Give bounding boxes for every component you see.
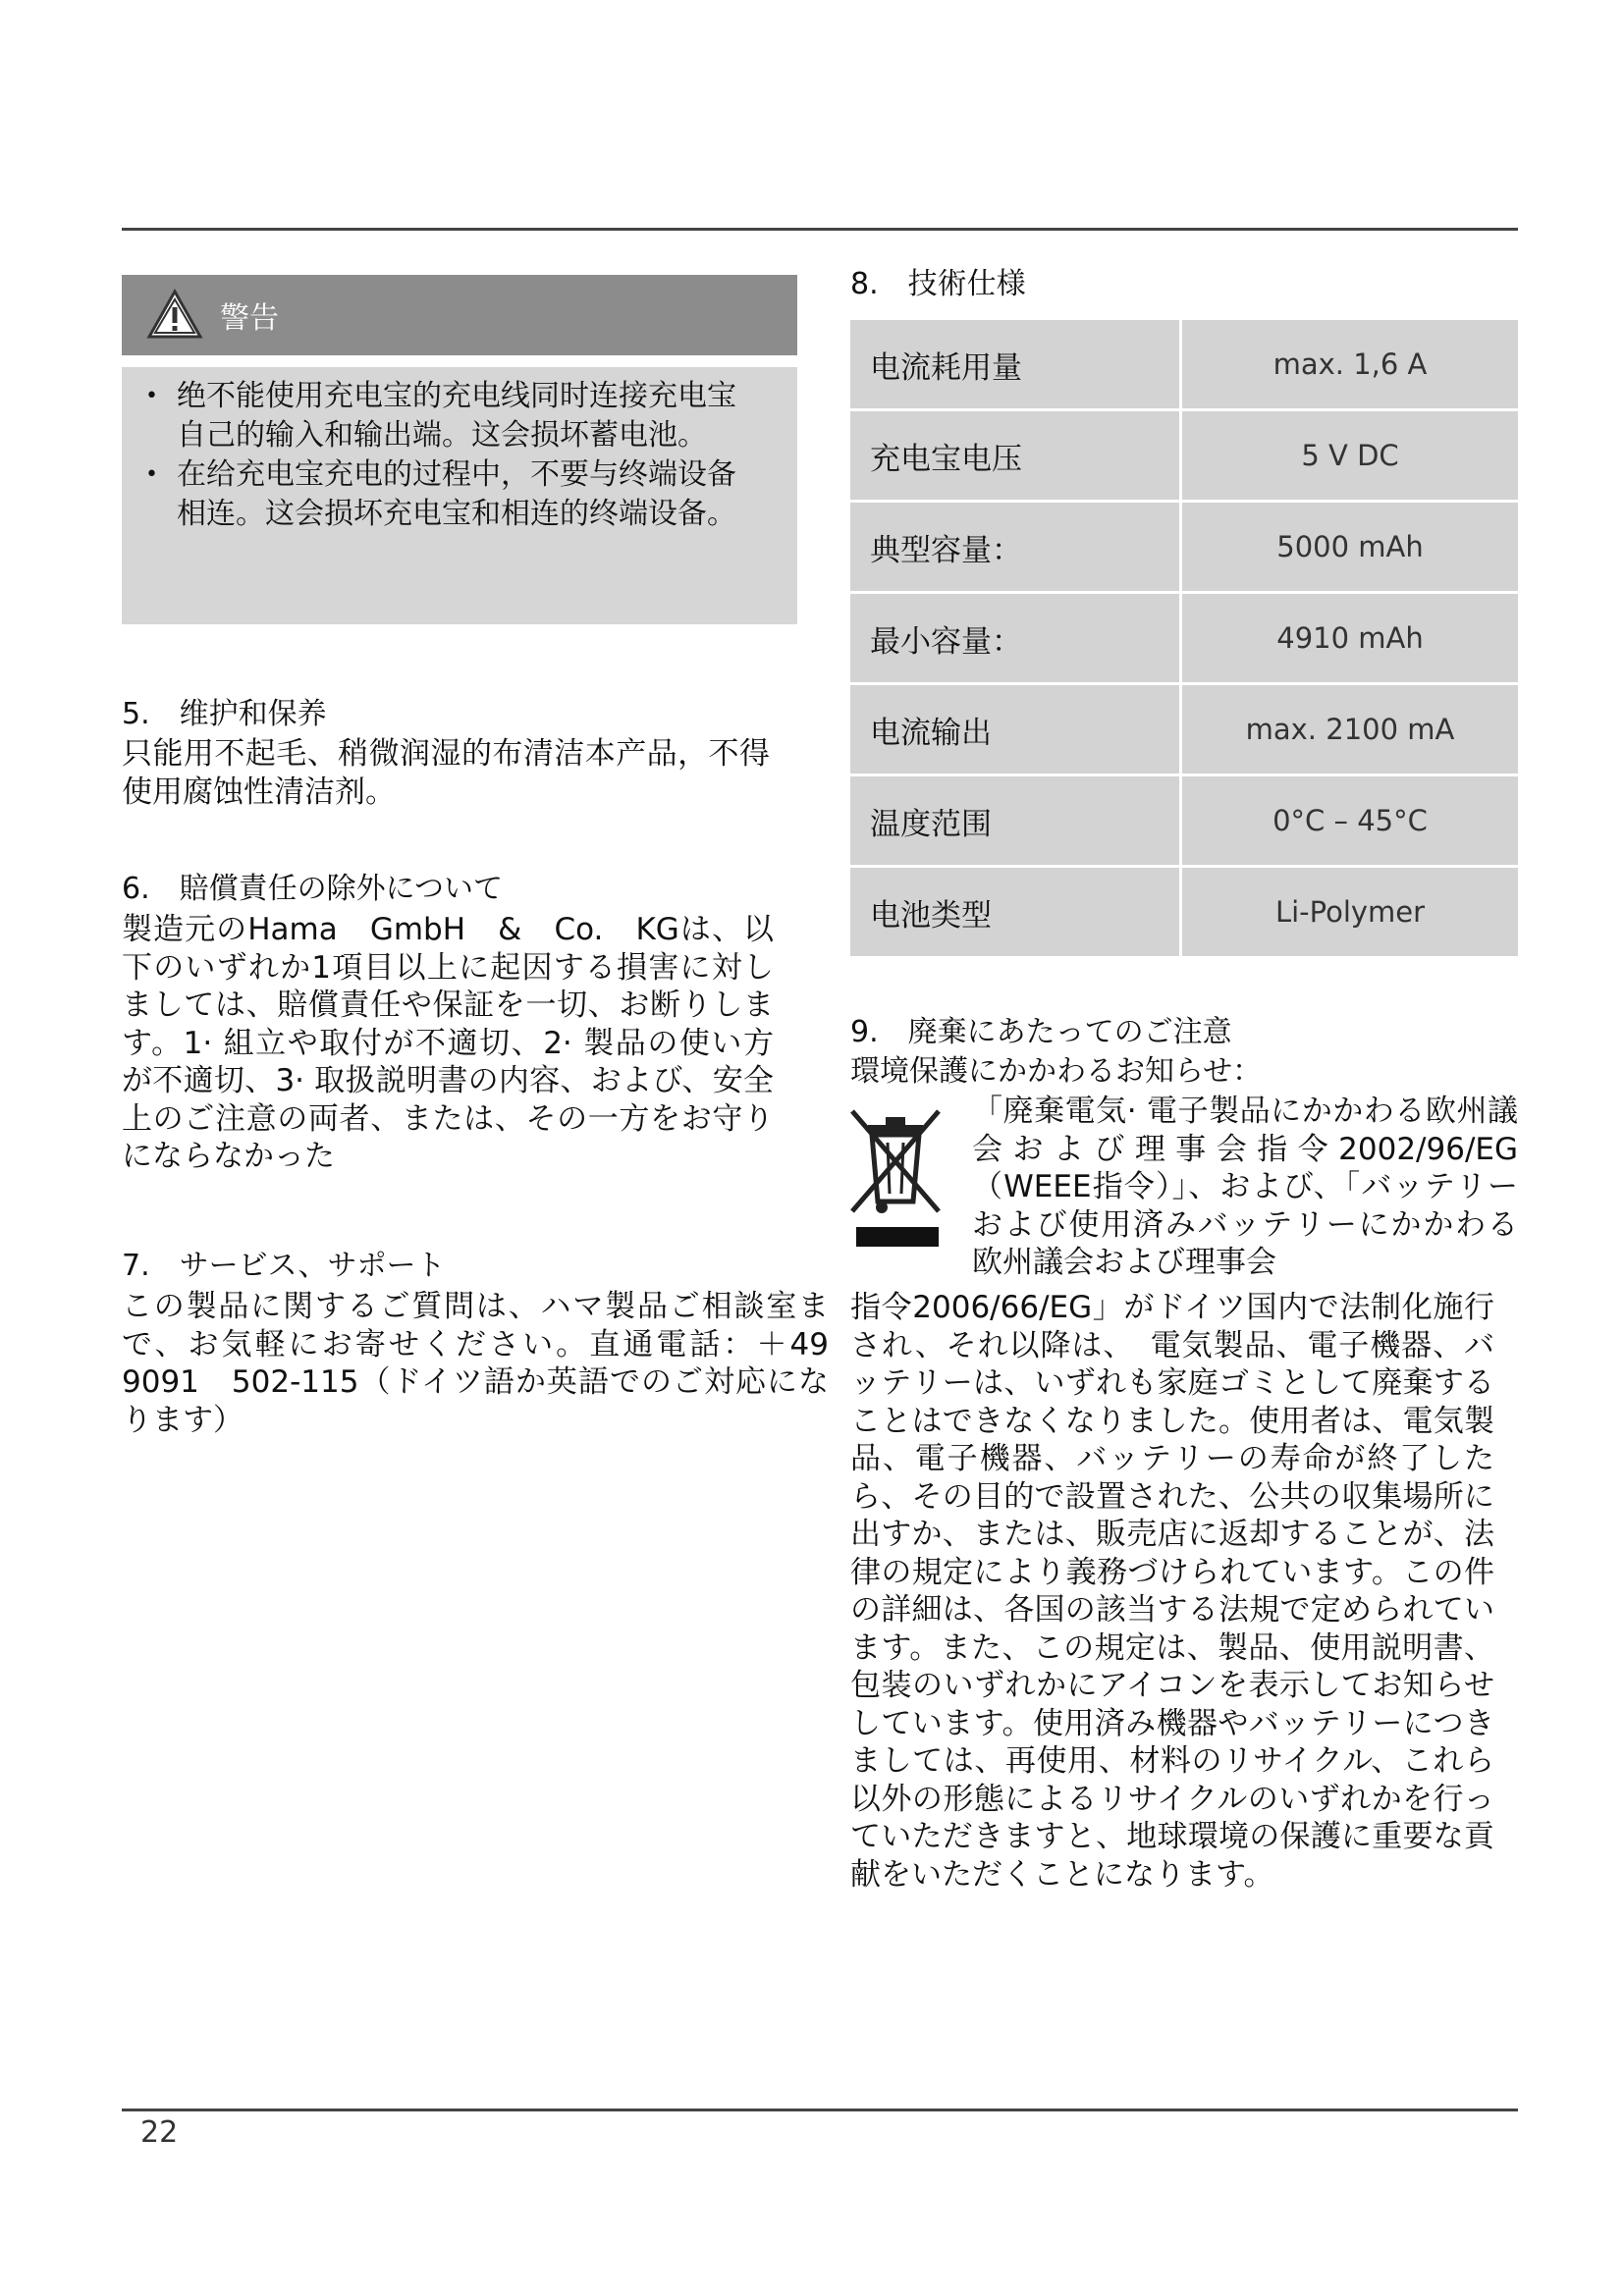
spec-value: 5000 mAh — [1182, 503, 1518, 594]
section5-title: 5. 维护和保养 — [122, 697, 327, 731]
table-row — [850, 594, 1518, 685]
warning-item: • 绝不能使用充电宝的充电线同时连接充电宝自己的输入和输出端。这会损坏蓄电池。 — [141, 377, 758, 455]
spec-table — [850, 320, 1518, 959]
spec-label: 电池类型 — [850, 868, 1182, 959]
warning-title: 警告 — [220, 301, 279, 336]
table-row — [850, 776, 1518, 868]
spec-label: 充电宝电压 — [850, 411, 1182, 503]
spec-label: 电流输出 — [850, 685, 1182, 776]
section9-subtitle: 環境保護にかかわるお知らせ： — [850, 1054, 1263, 1089]
table-row — [850, 868, 1518, 959]
section6-body: 製造元のHama GmbH & Co. KGは、以下のいずれか1項目以上に起因する損害に対しましては、賠償責任や保証を一切、お断りします。1· 組立や取付が不適切、2· 製品の使い方が不適切、3· 取扱説明書の内容、および、安全上のご注意の両者、または、その一方をお守りにならなかった — [122, 912, 774, 1174]
bottom-rule — [122, 2109, 1518, 2111]
page-number: 22 — [140, 2115, 179, 2150]
table-row — [850, 503, 1518, 594]
spec-value: 0°C – 45°C — [1182, 776, 1518, 868]
section9-title: 9. 廃棄にあたってのご注意 — [850, 1015, 1232, 1049]
section7-body: この製品に関するご質問は、ハマ製品ご相談室まで、お気軽にお寄せください。直通電話：＋49 9091 502-115（ドイツ語か英語でのご対応になります） — [122, 1289, 859, 1438]
section9-body-beside-icon: 「廃棄電気· 電子製品にかかわる欧州議会および理事会指令2002/96/EG（WEEE指令）」、および、「バッテリーおよび使用済みバッテリーにかかわる欧州議会および理事会 — [972, 1094, 1518, 1280]
table-row — [850, 320, 1518, 411]
warning-header — [122, 275, 797, 355]
spec-value: 5 V DC — [1182, 411, 1518, 503]
spec-value: 4910 mAh — [1182, 594, 1518, 685]
spec-label: 温度范围 — [850, 776, 1182, 868]
spec-label: 典型容量： — [850, 503, 1182, 594]
spec-label: 电流耗用量 — [850, 320, 1182, 411]
section5-body: 只能用不起毛、稍微润湿的布清洁本产品，不得使用腐蚀性清洁剂。 — [122, 736, 770, 810]
section7-title: 7. サービス、サポート — [122, 1249, 446, 1283]
top-rule — [122, 228, 1518, 231]
spec-value: Li-Polymer — [1182, 868, 1518, 959]
spec-value: max. 1,6 A — [1182, 320, 1518, 411]
table-row — [850, 411, 1518, 503]
spec-label: 最小容量： — [850, 594, 1182, 685]
section9-body: 指令2006/66/EG」がドイツ国内で法制化施行され、それ以降は、 電気製品、電子機器、バッテリーは、いずれも家庭ゴミとして廃棄することはできなくなりました。使用者は、電気製品、電子機器、バッテリーの寿命が終了したら、その目的で設置された、公共の収集場所に出すか、または、販売店に返却することが、法律の規定により義務づけられています。この件の詳細は、各国の該当する法規で定められています。また、この規定は、製品、使用説明書、包装のいずれかにアイコンを表示してお知らせしています。使用済み機器やバッテリーにつきましては、再使用、材料のリサイクル、これら以外の形態によるリサイクルのいずれかを行っていただきますと、地球環境の保護に重要な貢献をいただくことになります。 — [850, 1290, 1494, 1893]
table-row — [850, 685, 1518, 776]
warning-item: • 在给充电宝充电的过程中，不要与终端设备相连。这会损坏充电宝和相连的终端设备。 — [141, 455, 758, 534]
section8-title: 8. 技術仕様 — [850, 267, 1026, 301]
section6-title: 6. 賠償責任の除外について — [122, 872, 504, 906]
warning-body — [122, 367, 797, 624]
warning-triangle-icon — [145, 286, 204, 345]
spec-value: max. 2100 mA — [1182, 685, 1518, 776]
crossed-out-bin-icon — [846, 1097, 964, 1255]
